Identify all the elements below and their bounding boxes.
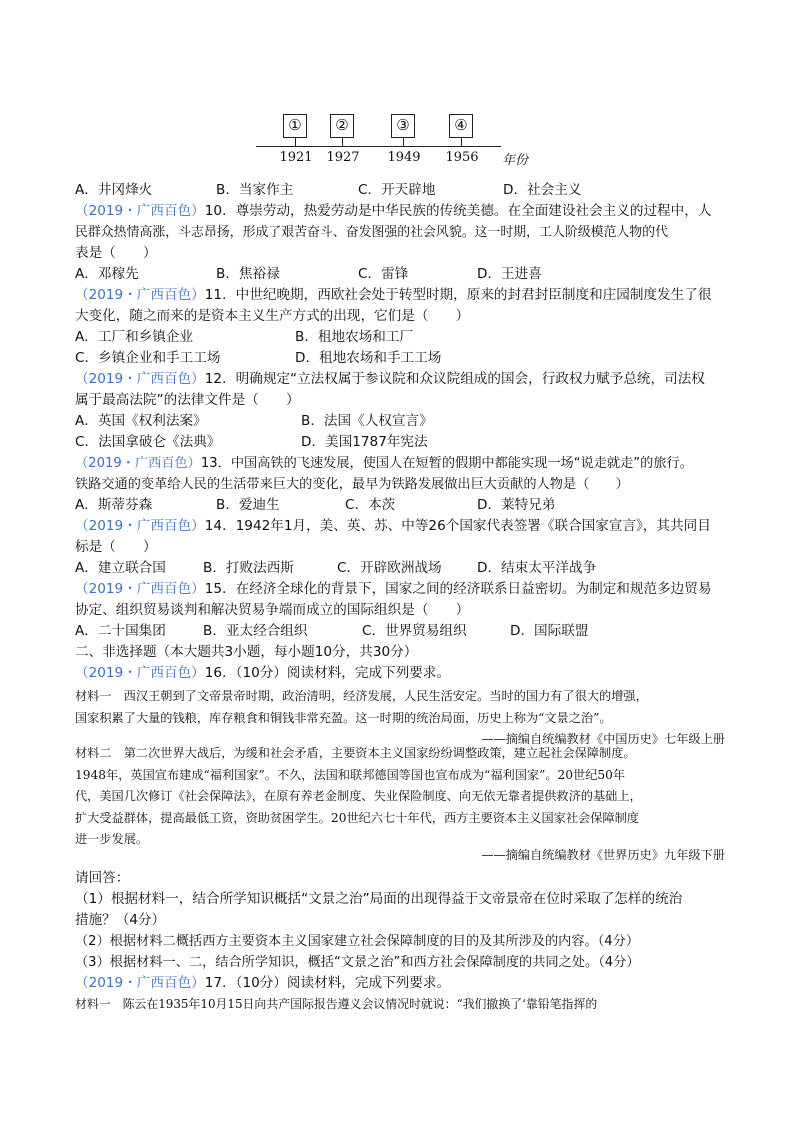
option-a: A．斯蒂芬森 — [75, 497, 153, 513]
subquestion-3: （3）根据材料一、二，结合所学知识，概括“文景之治”和西方社会保障制度的共同之处。（4分） — [75, 955, 640, 970]
question-text: 17．（10分）阅读材料，完成下列要求。 — [204, 975, 451, 991]
material-text: 材料二 第二次世界大战后，为缓和社会矛盾，主要资本主义国家纷纷调整政策，建立起社会保障制度。 — [75, 746, 636, 760]
option-d: D．国际联盟 — [510, 623, 589, 639]
question-11 — [75, 285, 725, 327]
timeline-marker: ④ — [449, 114, 473, 138]
q12-options-row1 — [75, 411, 725, 432]
question-text: 12．明确规定“立法权属于参议院和众议院组成的国会，行政权力赋予总统，司法权 — [204, 371, 705, 387]
subquestion-2: （2）根据材料二概括西方主要资本主义国家建立社会保障制度的目的及其所涉及的内容。（4分） — [75, 934, 640, 949]
question-text: 10．尊崇劳动，热爱劳动是中华民族的传统美德。在全面建设社会主义的过程中，人 — [204, 203, 712, 219]
q9-options — [75, 180, 725, 201]
timeline-marker: ③ — [391, 114, 415, 138]
material-text: 进一步发展。 — [75, 832, 149, 847]
option-c: C．开天辟地 — [358, 182, 436, 198]
option-a: A．二十国集团 — [75, 623, 166, 639]
option-b: B．打败法西斯 — [203, 560, 294, 576]
question-text: 14．1942年1月，美、英、苏、中等26个国家代表签署《联合国家宣言》，其共同目 — [204, 518, 711, 534]
question-text: 13．中国高铁的飞速发展，使国人在短暂的假期中都能实现一场“说走就走”的旅行。 — [200, 456, 693, 471]
option-d: D．结束太平洋战争 — [477, 560, 597, 576]
material-text: 材料一 陈云在1935年10月15日向共产国际报告遵义会议情况时就说：“我们撤换了‘靠铅笔指挥的 — [75, 997, 598, 1011]
q15-options — [75, 621, 725, 642]
q16-material-2-cite-row — [75, 845, 725, 866]
section-title: 二、非选择题（本大题共3小题，每小题10分，共30分） — [75, 644, 418, 660]
timeline-year: 1956 — [445, 150, 479, 165]
question-text: 协定、组织贸易谈判和解决贸易争端而成立的国际组织是（ ） — [75, 602, 470, 618]
q12-options-row2 — [75, 432, 725, 453]
option-b: B．亚太经合组织 — [203, 623, 308, 639]
option-c: C．乡镇企业和手工工场 — [75, 350, 221, 366]
question-13 — [75, 453, 725, 495]
material-text: 国家积累了大量的钱粮，库存粮食和铜钱非常充盈。这一时期的统治局面，历史上称为“文景之治”。 — [75, 710, 612, 725]
subquestion-1: （1）根据材料一，结合所学知识概括“文景之治”局面的出现得益于文帝景帝在位时采取了怎样的统治 — [75, 891, 683, 907]
material-citation: ——摘编自统编教材《世界历史》九年级下册 — [481, 848, 725, 862]
option-a: A．英国《权利法案》 — [75, 413, 207, 429]
timeline-unit: 年份 — [502, 153, 529, 168]
option-a: A．井冈烽火 — [75, 182, 153, 198]
timeline-figure — [256, 108, 556, 168]
option-c: C．世界贸易组织 — [362, 623, 467, 639]
question-17 — [75, 973, 725, 1016]
section-2 — [75, 642, 725, 663]
q16-material-1 — [75, 686, 725, 729]
subquestion-1: 措施？（4分） — [75, 912, 166, 928]
question-text: 铁路交通的变革给人民的生活带来巨大的变化，最早为铁路发展做出巨大贡献的人物是（ ） — [75, 477, 629, 492]
option-c: C．本茨 — [345, 497, 396, 513]
option-c: C．雷锋 — [358, 266, 409, 282]
option-a: A．工厂和乡镇企业 — [75, 329, 194, 345]
timeline-year: 1927 — [326, 150, 360, 165]
question-text: 表是（ ） — [75, 245, 157, 261]
option-b: B．当家作主 — [216, 182, 294, 198]
timeline-tick — [295, 138, 296, 146]
material-text: 代，美国几次修订《社会保障法》，在原有养老金制度、失业保险制度、向无依无靠者提供救济的基础上， — [75, 789, 642, 804]
option-d: D．莱特兄弟 — [477, 497, 556, 513]
question-text: 标是（ ） — [75, 539, 157, 555]
question-source: （2019・广西百色） — [75, 371, 205, 387]
timeline-year: 1949 — [387, 150, 421, 165]
option-a: A．建立联合国 — [75, 560, 166, 576]
question-text: 15．在经济全球化的背景下，国家之间的经济联系日益密切。为制定和规范多边贸易 — [204, 581, 712, 597]
q14-options — [75, 558, 725, 579]
answer-prompt: 请回答： — [75, 870, 130, 886]
q11-options-row2 — [75, 348, 725, 369]
question-10 — [75, 201, 725, 264]
option-b: B．法国《人权宣言》 — [301, 413, 433, 429]
timeline-tick — [342, 138, 343, 146]
timeline-marker: ② — [330, 114, 354, 138]
question-15 — [75, 579, 725, 621]
option-b: B．爱迪生 — [216, 497, 280, 513]
q11-options-row1 — [75, 327, 725, 348]
question-text: 民群众热情高涨，斗志昂扬，形成了艰苦奋斗、奋发图强的社会风貌。这一时期，工人阶级模范人物的代 — [75, 225, 668, 240]
question-source: （2019・广西百色） — [75, 581, 205, 597]
option-d: D．美国1787年宪法 — [301, 434, 428, 450]
option-c: C．法国拿破仑《法典》 — [75, 434, 221, 450]
question-source: （2019・广西百色） — [75, 287, 205, 303]
question-source: （2019・广西百色） — [75, 456, 201, 471]
material-text: 扩大受益群体，提高最低工资，资助贫困学生。20世纪六七十年代，西方主要资本主义国家社会保障制度 — [75, 810, 639, 825]
timeline-marker: ① — [283, 114, 307, 138]
timeline-axis — [256, 146, 501, 147]
question-text: 属于最高法院”的法律文件是（ ） — [75, 392, 300, 408]
material-text: 1948年，英国宣布建成“福利国家”。不久，法国和联邦德国等国也宣布成为“福利国家”。20世纪50年 — [75, 767, 626, 782]
option-b: B．租地农场和工厂 — [295, 329, 414, 345]
question-12 — [75, 369, 725, 411]
question-text: 11．中世纪晚期，西欧社会处于转型时期，原来的封君封臣制度和庄园制度发生了很 — [204, 287, 712, 303]
option-d: D．王进喜 — [477, 266, 542, 282]
question-16 — [75, 663, 725, 684]
option-d: D．租地农场和手工工场 — [295, 350, 442, 366]
question-source: （2019・广西百色） — [75, 665, 205, 681]
question-source: （2019・广西百色） — [75, 518, 205, 534]
option-a: A．邓稼先 — [75, 266, 139, 282]
option-c: C．开辟欧洲战场 — [337, 560, 442, 576]
timeline-year: 1921 — [279, 150, 313, 165]
material-citation: ——摘编自统编教材《中国历史》七年级上册 — [481, 732, 725, 746]
question-text: 大变化，随之而来的是资本主义生产方式的出现，它们是（ ） — [75, 308, 470, 324]
timeline-tick — [403, 138, 404, 146]
q13-options — [75, 495, 725, 516]
question-source: （2019・广西百色） — [75, 975, 205, 991]
option-d: D．社会主义 — [503, 182, 582, 198]
question-14 — [75, 516, 725, 558]
q16-material-2 — [75, 743, 725, 851]
timeline-tick — [461, 138, 462, 146]
option-b: B．焦裕禄 — [216, 266, 280, 282]
material-text: 材料一 西汉王朝到了文帝景帝时期，政治清明，经济发展，人民生活安定。当时的国力有了很大的增强， — [75, 689, 648, 703]
q16-subquestions — [75, 868, 725, 973]
q10-options — [75, 264, 725, 285]
question-source: （2019・广西百色） — [75, 203, 205, 219]
question-text: 16．（10分）阅读材料，完成下列要求。 — [204, 665, 451, 681]
